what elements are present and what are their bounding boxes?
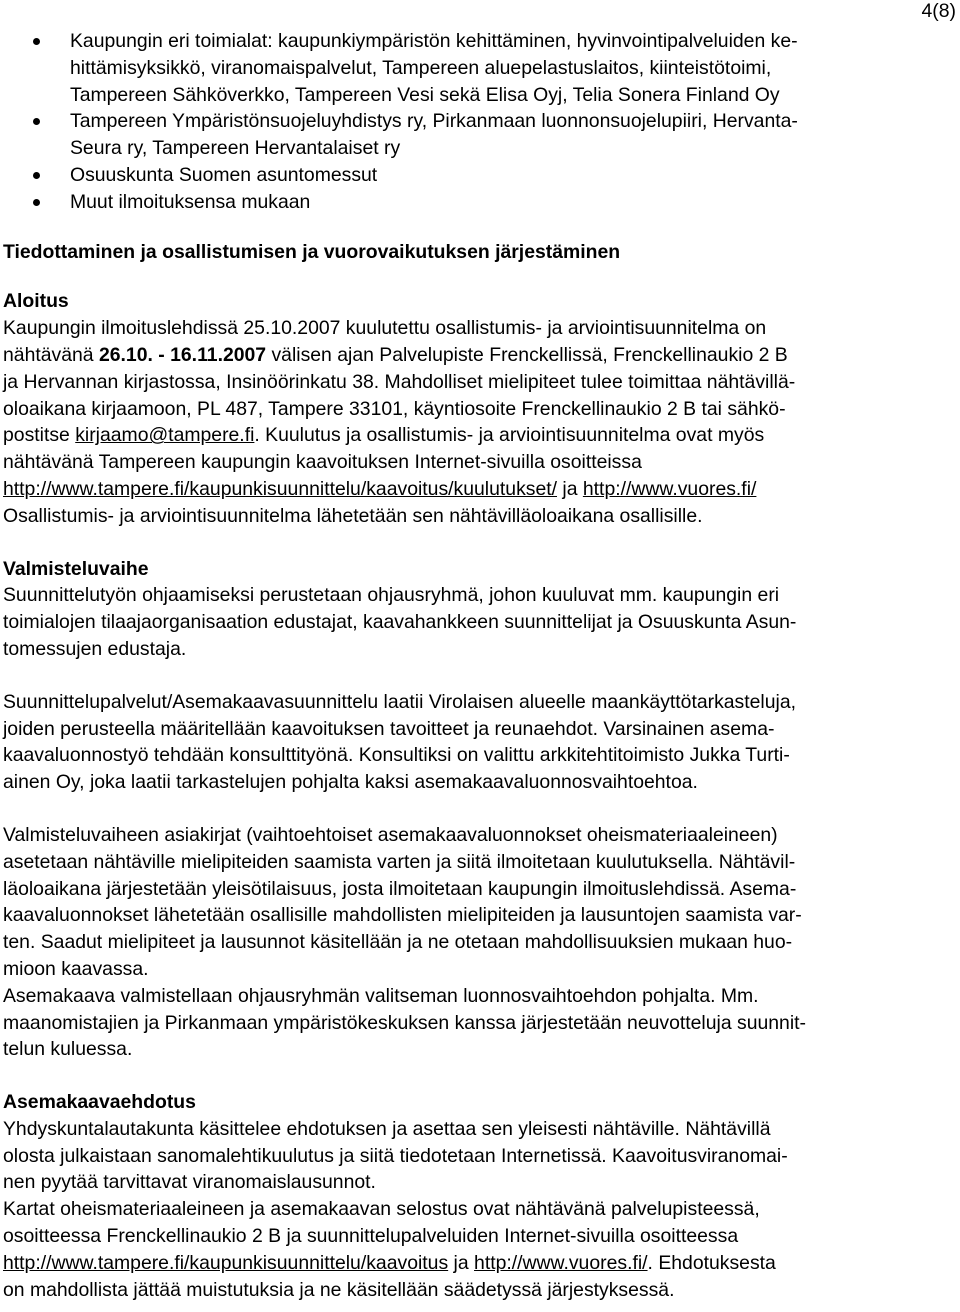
text-line: asetetaan nähtäville mielipiteiden saamista varten ja siitä ilmoitetaan kuulutuksella. Nähtävil-: [3, 850, 796, 873]
text-line: Seura ry, Tampereen Hervantalaiset ry: [70, 137, 401, 160]
text-line: osoitteessa Frenckellinaukio 2 B ja suunnittelupalveluiden Internet-sivuilla osoitteessa: [3, 1225, 739, 1248]
text-line: [3, 422, 958, 449]
page-number: 4(8): [921, 0, 956, 22]
text-line: tomessujen edustaja.: [3, 637, 187, 660]
text-span: postitse: [3, 424, 76, 447]
text-line: Tampereen Sähköverkko, Tampereen Vesi sekä Elisa Oyj, Telia Sonera Finland Oy: [70, 83, 780, 106]
ehdotus-paragraph-1: [3, 1116, 958, 1196]
bullet-icon: [33, 118, 40, 125]
valmistelu-paragraph-3: [3, 822, 958, 983]
text-line: Osallistumis- ja arviointisuunnitelma lähetetään sen nähtävilläoloaikana osallisille.: [3, 504, 703, 527]
kuulutukset-link[interactable]: http://www.tampere.fi/kaupunkisuunnittelu/kaavoitus/kuulutukset/: [3, 477, 558, 500]
text-line: Kaupungin ilmoituslehdissä 25.10.2007 kuulutettu osallistumis- ja arviointisuunnitelma on: [3, 317, 767, 340]
email-link[interactable]: kirjaamo@tampere.fi: [75, 424, 255, 447]
valmistelu-paragraph-1: [3, 582, 958, 662]
text-line: Valmisteluvaiheen asiakirjat (vaihtoehtoiset asemakaavaluonnokset oheismateriaaleineen): [3, 823, 778, 846]
text-line: Muut ilmoituksensa mukaan: [70, 190, 311, 213]
text-line: toimialojen tilaajaorganisaation edustajat, kaavahankkeen suunnittelijat ja Osuuskunta Asun-: [3, 611, 797, 634]
text-line: kaavaluonnokset lähetetään osallisille mahdollisten mielipiteiden ja lausuntojen saamista var-: [3, 904, 802, 927]
bullet-icon: [33, 38, 40, 45]
aloitus-paragraph: [3, 315, 958, 529]
text-line: Asemakaava valmistellaan ohjausryhmän valitseman luonnosvaihtoehdon pohjalta. Mm.: [3, 984, 759, 1007]
text-line: olosta julkaistaan sanomalehtikuulutus ja siitä tiedotetaan Internetissä. Kaavoitusviranomai-: [3, 1144, 788, 1167]
section-heading: Tiedottaminen ja osallistumisen ja vuorovaikutuksen järjestäminen: [3, 240, 621, 263]
vuores-link[interactable]: http://www.vuores.fi/: [474, 1251, 648, 1274]
ehdotus-paragraph-2: [3, 1196, 958, 1303]
valmistelu-paragraph-2: [3, 689, 958, 796]
subsection-heading-valmisteluvaihe: Valmisteluvaihe: [3, 557, 149, 580]
text-line: [3, 476, 958, 503]
text-line: ainen Oy, joka laatii tarkastelujen pohjalta kaksi asemakaavaluonnosvaihtoehtoa.: [3, 771, 698, 794]
text-span: nähtävänä: [3, 343, 99, 366]
text-line: [3, 342, 958, 369]
text-span: . Ehdotuksesta: [647, 1251, 776, 1274]
text-line: Yhdyskuntalautakunta käsittelee ehdotuksen ja asettaa sen yleisesti nähtäville. Nähtävillä: [3, 1117, 771, 1140]
text-line: joiden perusteella määritellään kaavoituksen tavoitteet ja reunaehdot. Varsinainen asema-: [3, 717, 775, 740]
bullet-icon: [33, 199, 40, 206]
subsection-heading-asemakaavaehdotus: Asemakaavaehdotus: [3, 1091, 196, 1114]
text-line: läoloaikana järjestetään yleisötilaisuus, josta ilmoitetaan kaupungin ilmoituslehdissä. Asema-: [3, 877, 797, 900]
text-line: oloaikana kirjaamoon, PL 487, Tampere 33101, käyntiosoite Frenckellinaukio 2 B tai sähkö-: [3, 397, 786, 420]
valmistelu-paragraph-4: [3, 983, 958, 1063]
stakeholder-list: [3, 28, 958, 216]
kaavoitus-link[interactable]: http://www.tampere.fi/kaupunkisuunnittelu/kaavoitus: [3, 1251, 449, 1274]
text-line: telun kuluessa.: [3, 1038, 133, 1061]
list-item: [3, 28, 958, 108]
text-line: [3, 1250, 958, 1277]
text-span: välisen ajan Palvelupiste Frenckellissä, Frenckellinaukio 2 B: [266, 343, 788, 366]
subsection-heading-aloitus: Aloitus: [3, 290, 69, 313]
text-line: Suunnittelupalvelut/Asemakaavasuunnittelu laatii Virolaisen alueelle maankäyttötarkasteluja,: [3, 690, 796, 713]
date-range: 26.10. - 16.11.2007: [98, 343, 267, 366]
text-line: Kartat oheismateriaaleineen ja asemakaavan selostus ovat nähtävänä palvelupisteessä,: [3, 1198, 760, 1221]
list-item: [3, 162, 958, 189]
text-line: nähtävänä Tampereen kaupungin kaavoituksen Internet-sivuilla osoitteissa: [3, 451, 642, 474]
text-line: nen pyytää tarvittavat viranomaislausunnot.: [3, 1171, 376, 1194]
bullet-icon: [33, 172, 40, 179]
text-line: Kaupungin eri toimialat: kaupunkiympäristön kehittäminen, hyvinvointipalveluiden ke-: [70, 30, 798, 52]
text-span: . Kuulutus ja osallistumis- ja arviointisuunnitelma ovat myös: [254, 424, 765, 447]
text-line: kaavaluonnostyö tehdään konsulttityönä. Konsultiksi on valittu arkkitehtitoimisto Jukka Turti-: [3, 744, 790, 767]
list-item: [3, 189, 958, 216]
text-span: ja: [448, 1251, 475, 1274]
text-line: maanomistajien ja Pirkanmaan ympäristökeskuksen kanssa järjestetään neuvotteluja suunnit-: [3, 1011, 806, 1034]
text-line: Tampereen Ympäristönsuojeluyhdistys ry, Pirkanmaan luonnonsuojelupiiri, Hervanta-: [70, 110, 798, 133]
list-item: [3, 108, 958, 162]
text-line: hittämisyksikkö, viranomaispalvelut, Tampereen aluepelastuslaitos, kiinteistötoimi,: [70, 56, 772, 79]
text-line: ten. Saadut mielipiteet ja lausunnot käsitellään ja ne otetaan mahdollisuuksien mukaan huo-: [3, 931, 793, 954]
text-line: Suunnittelutyön ohjaamiseksi perustetaan ohjausryhmä, johon kuuluvat mm. kaupungin eri: [3, 584, 780, 607]
document-body: [3, 28, 958, 1303]
text-line: ja Hervannan kirjastossa, Insinöörinkatu 38. Mahdolliset mielipiteet tulee toimittaa nähtävillä-: [3, 370, 796, 393]
text-line: Osuuskunta Suomen asuntomessut: [70, 163, 378, 186]
text-span: ja: [557, 477, 583, 500]
vuores-link[interactable]: http://www.vuores.fi/: [582, 477, 757, 500]
text-line: mioon kaavassa.: [3, 957, 149, 980]
text-line: on mahdollista jättää muistutuksia ja ne käsitellään säädetyssä järjestyksessä.: [3, 1278, 675, 1301]
